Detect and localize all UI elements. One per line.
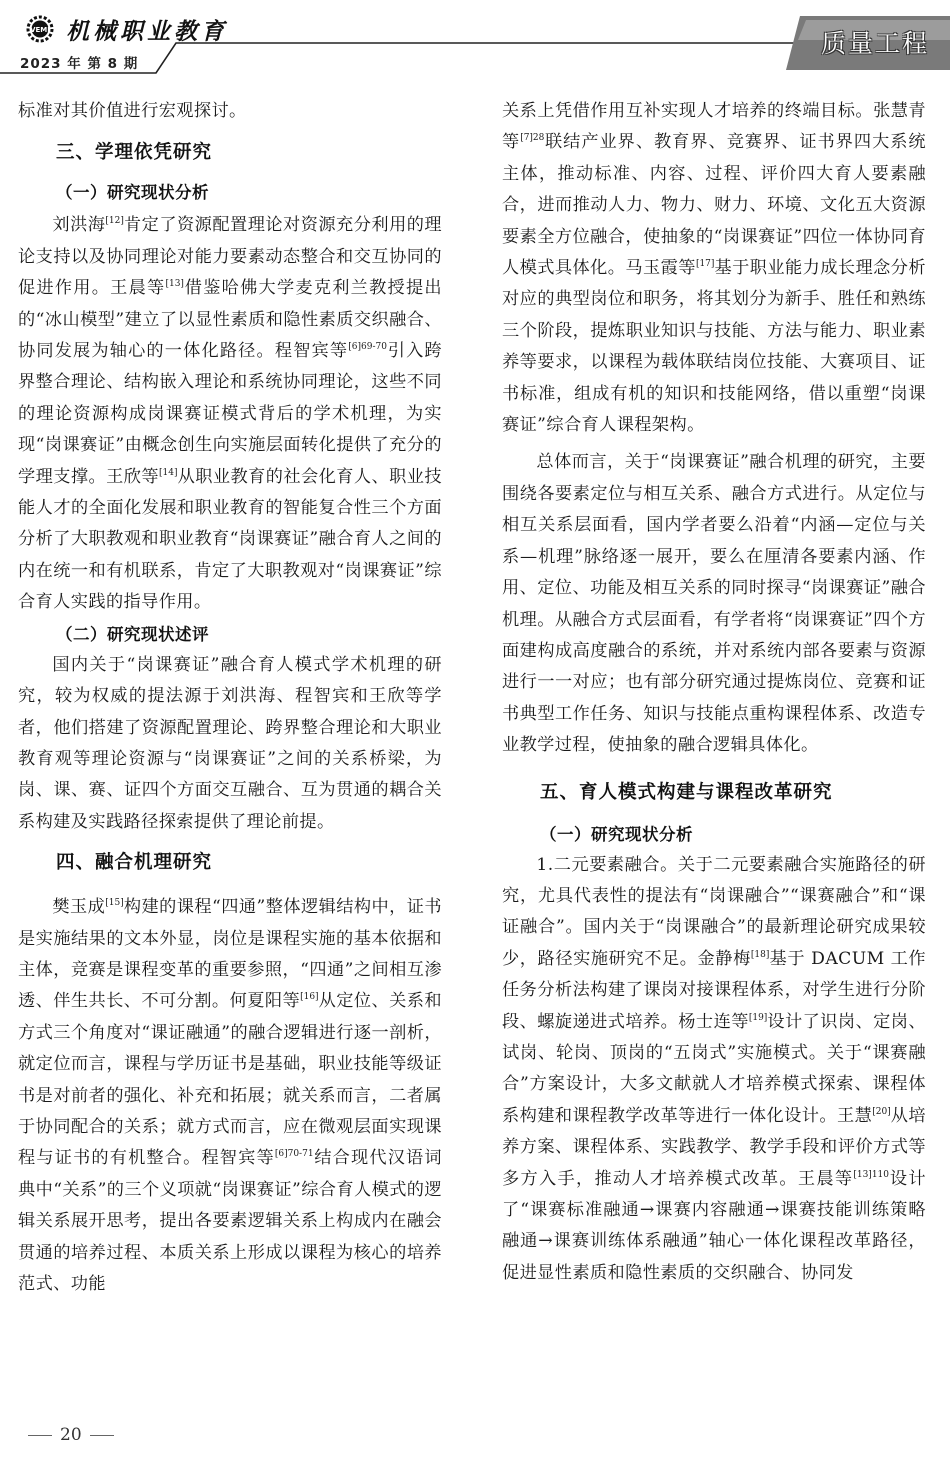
citation: [20]	[872, 1106, 891, 1117]
subheading: （二）研究现状述评	[56, 624, 209, 644]
issue-label: 2023 年 第 8 期	[20, 56, 139, 72]
subheading: （一）研究现状分析	[56, 183, 209, 203]
page-header	[0, 0, 950, 80]
page-number: 20	[20, 1425, 122, 1445]
paragraph: 樊玉成[15]构建的课程“四通”整体逻辑结构中，证书是实施结果的文本外显，岗位是课程实施的基本依据和主体，竞赛是课程变革的重要参照，“四通”之间相互渗透、伴生共长、不可分割。何夏阳等[16]从定位、关系和方式三个角度对“课证融通”的融合逻辑进行逐一剖析，就定位而言，课程与学历证书是基础，职业技能等级证书是对前者的强化、补充和拓展；就关系而言，二者属于协同配合的关系；就方式而言，应在微观层面实现课程与证书的有机整合。程智宾等$^{[6]70-71}$结合现代汉语词典中“关系”的三个义项就“岗课赛证”综合育人模式的逻辑关系展开思考，提出各要素逻辑关系上构成内在融会贯通的培养过程、本质关系上形成以课程为核心的培养范式、功能	[18, 897, 442, 1294]
section-heading-four: 四、融合机理研究	[56, 852, 213, 874]
paragraph: 国内关于“岗课赛证”融合育人模式学术机理的研究，较为权威的提法源于刘洪海、程智宾和王欣等学者，他们搭建了资源配置理论、跨界整合理论和大职业教育观等理论资源与“岗课赛证”之间的关系桥梁，为岗、课、赛、证四个方面交互融合、互为贯通的耦合关系构建及实践路径探索提供了理论前提。	[18, 654, 442, 832]
citation: [14]	[159, 467, 178, 478]
paragraph: 关系上凭借作用互补实现人才培养的终端目标。张慧青等$^{[7]28}$联结产业界、教育界、竞赛界、证书界四大系统主体，推动标准、内容、过程、评价四大育人要素融合，进而推动人力、物力、财力、环境、文化五大资源要素全方位融合，使抽象的“岗课赛证”四位一体协同育人模式具体化。马玉霞等[17]基于职业能力成长理念分析对应的典型岗位和职务，将其划分为新手、胜任和熟练三个阶段，提炼职业知识与技能、方法与能力、职业素养等要求，以课程为载体联结岗位技能、大赛项目、证书标准，组成有机的知识和技能网络，借以重塑“岗课赛证”综合育人课程架构。	[502, 101, 927, 436]
journal-name: 机械职业教育	[66, 17, 228, 45]
svg-text:VEMI: VEMI	[30, 26, 50, 34]
left-column	[18, 96, 442, 1300]
paragraph: 总体而言，关于“岗课赛证”融合机理的研究，主要围绕各要素定位与相互关系、融合方式进行。从定位与相互关系层面看，国内学者要么沿着“内涵—定位与关系—机理”脉络逐一展开，要么在厘清各要素内涵、作用、定位、功能及相互关系的同时探寻“岗课赛证”融合机理。从融合方式层面看，有学者将“岗课赛证”四个方面建构成高度融合的系统，并对系统内部各要素与资源进行一一对应；也有部分研究通过提炼岗位、竞赛和证书典型工作任务、知识与技能点重构课程体系、改造专业教学过程，使抽象的融合逻辑具体化。	[502, 452, 926, 756]
paragraph: 刘洪海[12]肯定了资源配置理论对资源充分利用的理论支持以及协同理论对能力要素动态整合和交互协同的促进作用。王晨等[13]借鉴哈佛大学麦克利兰教授提出的“冰山模型”建立了以显性素质和隐性素质交织融合、协同发展为轴心的一体化路径。程智宾等$^{[6]69-70}$引入跨界整合理论、结构嵌入理论和系统协同理论，这些不同的理论资源构成岗课赛证模式背后的学术机理，为实现“岗课赛证”由概念创生向实施层面转化提供了充分的学理支撑。王欣等[14]从职业教育的社会化育人、职业技能人才的全面化发展和职业教育的智能复合性三个方面分析了大职教观和职业教育“岗课赛证”融合育人之间的内在统一和有机联系，肯定了大职教观对“岗课赛证”综合育人实践的指导作用。	[18, 215, 443, 613]
gear-logo-icon	[18, 14, 62, 44]
citation: [17]	[695, 259, 715, 270]
citation: [16]	[300, 992, 319, 1003]
citation: [13]	[165, 279, 184, 290]
paragraph: 标准对其价值进行宏观探讨。	[18, 101, 247, 121]
citation: [18]	[750, 949, 770, 960]
citation: [13]110	[853, 1169, 889, 1180]
section-heading-three: 三、学理依凭研究	[56, 142, 213, 164]
section-heading-five: 五、育人模式构建与课程改革研究	[540, 781, 833, 803]
citation: [6]70-71	[274, 1149, 314, 1160]
citation: [12]	[105, 216, 124, 227]
dash-decoration	[28, 1435, 52, 1436]
citation: [19]	[748, 1012, 768, 1023]
paragraph: 1.二元要素融合。关于二元要素融合实施路径的研究，尤具代表性的提法有“岗课融合”“课赛融合”和“课证融合”。国内关于“岗课融合”的最新理论研究成果较少，路径实施研究不足。金静梅[18]基于 DACUM 工作任务分析法构建了课岗对接课程体系，对学生进行分阶段、螺旋递进式培养。杨士连等[19]设计了识岗、定岗、试岗、轮岗、顶岗的“五岗式”实施模式。关于“课赛融合”方案设计，大多文献就人才培养模式探索、课程体系构建和课程教学改革等进行一体化设计。王慧[20]从培养方案、课程体系、实践教学、教学手段和评价方式等多方入手，推动人才培养模式改革。王晨等$^{[13]110}$设计了“课赛标准融通→课赛内容融通→课赛技能训练策略融通→课赛训练体系融通”轴心一体化课程改革路径，促进显性素质和隐性素质的交织融合、协同发	[502, 854, 926, 1283]
citation: [6]69-70	[348, 342, 387, 353]
journal-logo	[18, 12, 228, 46]
dash-decoration	[90, 1435, 114, 1436]
citation: [7]28	[520, 133, 545, 144]
right-column	[502, 96, 926, 1289]
citation: [15]	[105, 898, 124, 909]
section-badge: 质量工程	[820, 29, 929, 58]
subheading: （一）研究现状分析	[540, 824, 693, 844]
